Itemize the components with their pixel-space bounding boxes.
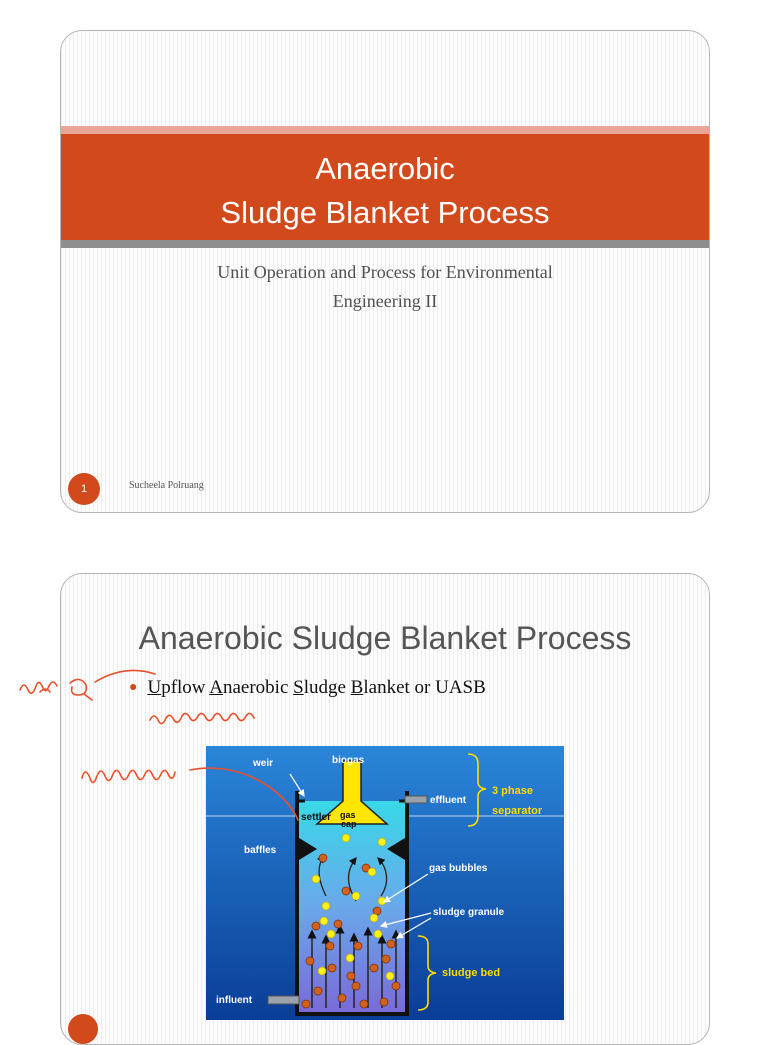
influent-pipe: [268, 996, 299, 1004]
slide-title: Anaerobic Sludge Blanket Process: [138, 620, 632, 656]
sludge-granule-label: sludge granule: [433, 907, 505, 918]
page-number-badge-2: [68, 1014, 98, 1044]
content-slide: [60, 573, 710, 1045]
baffles-label: baffles: [244, 845, 277, 856]
bullet-word-2: naerobic: [222, 677, 294, 698]
slide-subtitle-line1: Unit Operation and Process for Environmental: [217, 262, 553, 282]
acronym-letter-s: S: [293, 677, 304, 698]
slide-title: [61, 147, 709, 235]
settler-label: settler: [301, 812, 332, 823]
weir-label: weir: [253, 758, 274, 769]
acronym-letter-b: B: [350, 677, 364, 698]
gas-cap-label-line1: gas: [340, 810, 356, 820]
bullet-word-1: pflow: [161, 677, 210, 698]
gas-cap-label-line2: cap: [341, 819, 357, 829]
effluent-pipe: [405, 796, 427, 803]
bullet-word-4: lanket or UASB: [363, 677, 486, 698]
bullet-item: [129, 677, 486, 699]
slide-title-line2: Sludge Blanket Process: [220, 195, 550, 230]
title-band-bottom: [61, 240, 709, 248]
slide-subtitle: [141, 258, 629, 316]
uasb-reactor-diagram: [206, 746, 564, 1020]
sludge-bed-label: sludge bed: [442, 967, 501, 979]
separator-label-line1: 3 phase: [492, 785, 533, 797]
effluent-label: effluent: [430, 795, 467, 806]
bullet-dot-icon: ●: [129, 680, 138, 695]
page-number-badge: 1: [68, 473, 100, 505]
title-band-top: [61, 126, 709, 134]
influent-label: influent: [216, 995, 253, 1006]
biogas-label: biogas: [332, 755, 365, 766]
slide-subtitle-line2: Engineering II: [332, 291, 438, 311]
title-slide: [60, 30, 710, 513]
acronym-letter-a: A: [209, 677, 223, 698]
separator-label-line2: separator: [492, 805, 543, 817]
slide-title-line1: Anaerobic: [315, 151, 455, 186]
handwriting-note-1: [20, 682, 57, 693]
reactor-tank: [299, 801, 405, 1013]
gas-bubbles-label: gas bubbles: [429, 863, 488, 874]
author-name: Sucheela Polruang: [129, 480, 204, 491]
acronym-letter-u: U: [147, 677, 162, 698]
bullet-word-3: ludge: [303, 677, 351, 698]
